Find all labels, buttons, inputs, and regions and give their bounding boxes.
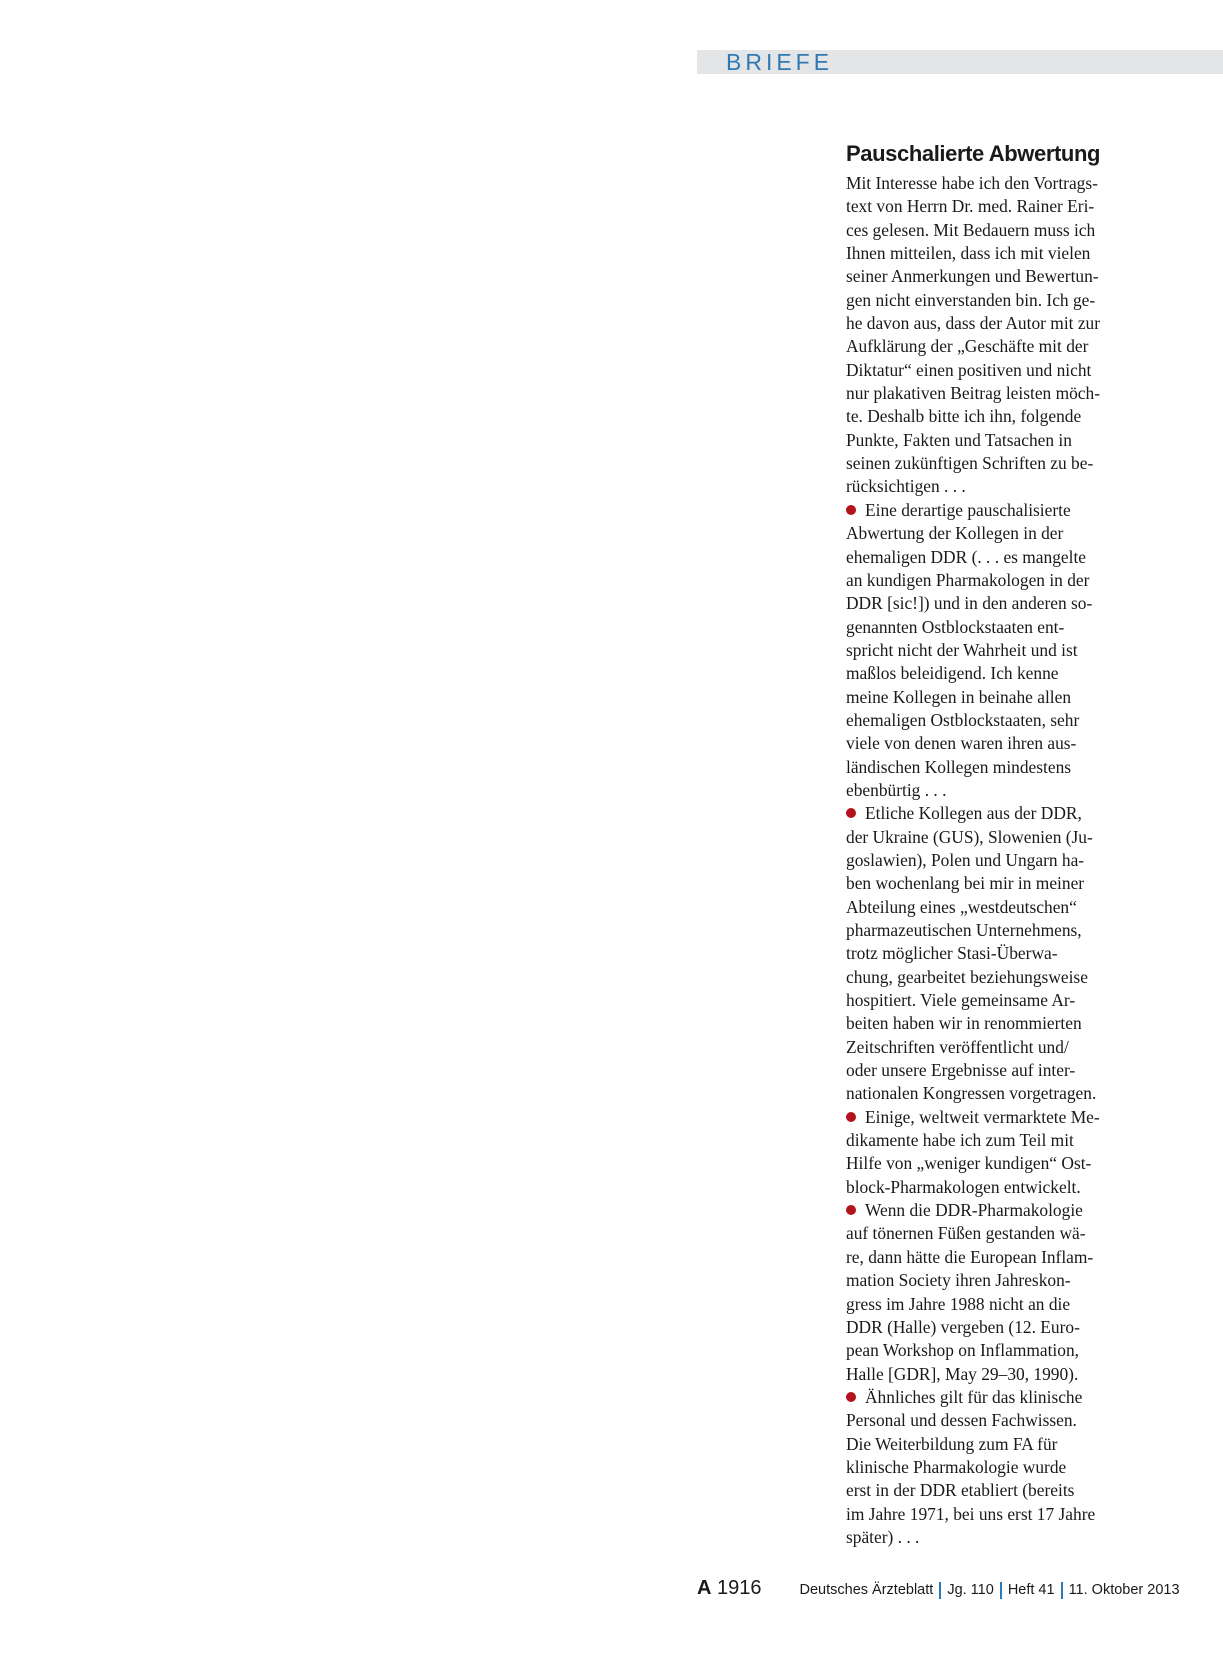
bullet-dot-icon <box>846 1112 856 1122</box>
text-line-content: Einige, weltweit vermarktete Me- <box>865 1106 1100 1127</box>
text-line: beiten haben wir in renommierten <box>846 1013 1082 1034</box>
text-line: text von Herrn Dr. med. Rainer Eri- <box>846 196 1095 217</box>
text-line: genannten Ostblockstaaten ent- <box>846 616 1065 637</box>
bullet-paragraph <box>846 1386 1126 1549</box>
text-line: Abwertung der Kollegen in der <box>846 523 1064 544</box>
text-line: Personal und dessen Fachwissen. <box>846 1410 1077 1431</box>
text-line: Punkte, Fakten und Tatsachen in <box>846 429 1072 450</box>
bullet-paragraph <box>846 499 1126 802</box>
text-line <box>846 1199 1126 1222</box>
text-line: Mit Interesse habe ich den Vortrags- <box>846 173 1098 193</box>
page-footer <box>697 1577 1180 1600</box>
text-line: der Ukraine (GUS), Slowenien (Ju- <box>846 826 1093 847</box>
bullet-paragraph <box>846 1199 1126 1386</box>
text-line: pharmazeutischen Unternehmens, <box>846 920 1082 940</box>
footer-separator <box>1061 1582 1063 1599</box>
text-line: erst in der DDR etabliert (bereits <box>846 1480 1075 1501</box>
intro-paragraph <box>846 172 1126 499</box>
text-line: goslawien), Polen und Ungarn ha- <box>846 849 1085 870</box>
text-line: seinen zukünftigen Schriften zu be- <box>846 453 1094 474</box>
text-line: DDR (Halle) vergeben (12. Euro- <box>846 1316 1080 1337</box>
footer-separator <box>939 1582 941 1599</box>
article-headline: Pauschalierte Abwertung <box>846 141 1101 166</box>
bullet-paragraph <box>846 1106 1126 1199</box>
text-line: ländischen Kollegen mindestens <box>846 756 1072 777</box>
text-line: mation Society ihren Jahreskon- <box>846 1270 1071 1291</box>
text-line: klinische Pharmakologie wurde <box>846 1456 1067 1477</box>
journal-volume: Jg. 110 <box>947 1582 994 1598</box>
text-line: ebenbürtig . . . <box>846 779 947 800</box>
text-line: hospitiert. Viele gemeinsame Ar- <box>846 990 1076 1011</box>
text-line: chung, gearbeitet beziehungsweise <box>846 966 1088 987</box>
footer-separator <box>1000 1582 1002 1599</box>
section-label: BRIEFE <box>726 49 834 75</box>
text-line: ben wochenlang bei mir in meiner <box>846 873 1085 894</box>
bullet-dot-icon <box>846 1205 856 1215</box>
journal-info <box>800 1582 1180 1599</box>
text-line: Abteilung eines „westdeutschen“ <box>846 896 1077 917</box>
text-line <box>846 1106 1126 1129</box>
text-line: gress im Jahre 1988 nicht an die <box>846 1293 1071 1314</box>
text-line: dikamente habe ich zum Teil mit <box>846 1130 1074 1151</box>
page-prefix: A <box>697 1577 712 1599</box>
bullet-dot-icon <box>846 505 856 515</box>
journal-issue: Heft 41 <box>1007 1582 1055 1598</box>
text-line <box>846 1386 1126 1409</box>
text-line-content: Ähnliches gilt für das klinische <box>865 1386 1083 1407</box>
text-line: im Jahre 1971, bei uns erst 17 Jahre <box>846 1503 1096 1524</box>
text-line: gen nicht einverstanden bin. Ich ge- <box>846 289 1096 310</box>
text-line: rücksichtigen . . . <box>846 476 966 497</box>
text-line: ehemaligen DDR (. . . es mangelte <box>846 546 1087 567</box>
text-line: Ihnen mitteilen, dass ich mit vielen <box>846 243 1091 264</box>
text-line: re, dann hätte die European Inflam- <box>846 1246 1094 1267</box>
text-line: nur plakativen Beitrag leisten möch- <box>846 383 1101 404</box>
page-number-value: 1916 <box>717 1577 762 1599</box>
text-line: später) . . . <box>846 1526 920 1547</box>
text-line: meine Kollegen in beinahe allen <box>846 686 1072 707</box>
text-line: pean Workshop on Inflammation, <box>846 1340 1080 1361</box>
text-line: ehemaligen Ostblockstaaten, sehr <box>846 709 1080 730</box>
text-line: viele von denen waren ihren aus- <box>846 733 1077 754</box>
bullet-paragraph <box>846 802 1126 1105</box>
text-line: Hilfe von „weniger kundigen“ Ost- <box>846 1153 1092 1174</box>
text-line: Diktatur“ einen positiven und nicht <box>846 359 1092 380</box>
bullet-dot-icon <box>846 808 856 818</box>
text-line <box>846 802 1126 825</box>
article-body <box>846 172 1126 1549</box>
text-line: nationalen Kongressen vorgetragen. <box>846 1083 1097 1104</box>
text-line: maßlos beleidigend. Ich kenne <box>846 663 1059 684</box>
text-line: trotz möglicher Stasi-Überwa- <box>846 943 1058 964</box>
text-line: spricht nicht der Wahrheit und ist <box>846 639 1078 660</box>
bullet-dot-icon <box>846 1392 856 1402</box>
journal-name: Deutsches Ärzteblatt <box>799 1582 934 1598</box>
letter-article <box>846 138 1126 1549</box>
text-line-content: Etliche Kollegen aus der DDR, <box>865 803 1082 824</box>
text-line <box>846 499 1126 522</box>
text-line: auf tönernen Füßen gestanden wä- <box>846 1223 1086 1244</box>
text-line: Die Weiterbildung zum FA für <box>846 1433 1058 1454</box>
text-line: he davon aus, dass der Autor mit zur <box>846 313 1101 334</box>
page-number <box>697 1577 762 1600</box>
text-line: ces gelesen. Mit Bedauern muss ich <box>846 219 1096 240</box>
text-line-content: Eine derartige pauschalisierte <box>865 499 1071 520</box>
text-line: Zeitschriften veröffentlicht und/ <box>846 1036 1069 1057</box>
text-line: Halle [GDR], May 29–30, 1990). <box>846 1363 1079 1384</box>
text-line: oder unsere Ergebnisse auf inter- <box>846 1060 1076 1081</box>
text-line: te. Deshalb bitte ich ihn, folgende <box>846 406 1082 427</box>
text-line-content: Wenn die DDR-Pharmakologie <box>865 1200 1083 1221</box>
text-line: seiner Anmerkungen und Bewertun- <box>846 266 1099 287</box>
text-line: Aufklärung der „Geschäfte mit der <box>846 336 1089 357</box>
journal-date: 11. Oktober 2013 <box>1068 1582 1180 1598</box>
text-line: an kundigen Pharmakologen in der <box>846 569 1090 590</box>
text-line: DDR [sic!]) und in den anderen so- <box>846 593 1093 614</box>
text-line: block-Pharmakologen entwickelt. <box>846 1176 1081 1197</box>
